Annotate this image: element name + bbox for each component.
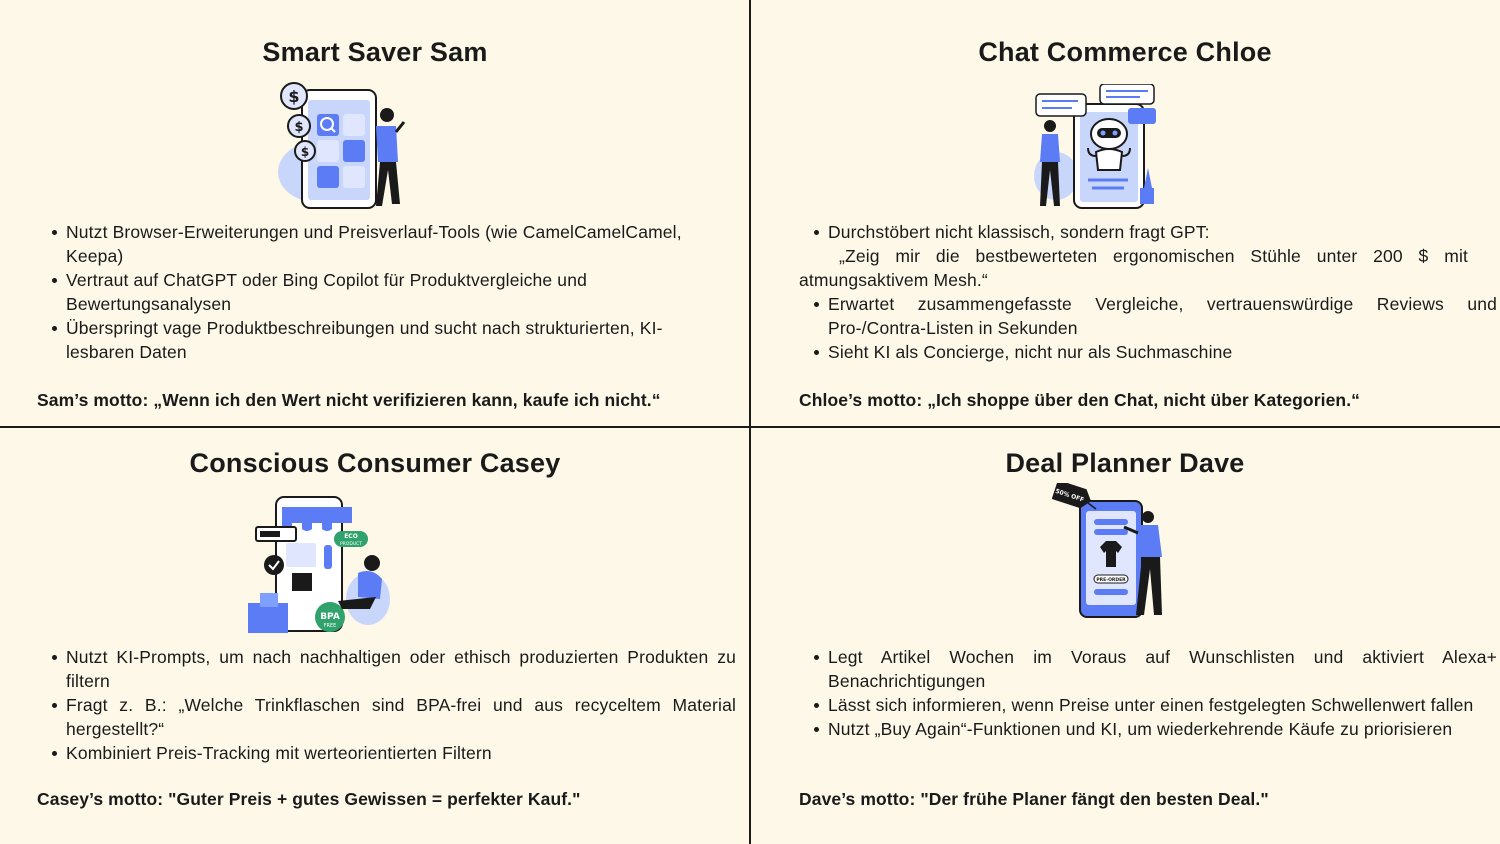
list-item: Nutzt Browser-Erweiterungen und Preisverlauf-Tools (wie CamelCamelCamel, Keepa) [66,220,726,268]
svg-text:$: $ [300,145,310,159]
persona-dave [750,427,1500,844]
svg-text:$: $ [288,87,300,106]
bullet-list [799,292,1497,364]
chatbot-robot-icon [1032,84,1162,210]
list-item: Nutzt KI-Prompts, um nach nachhaltigen oder ethisch produzierten Produkten zu filtern [66,647,736,691]
list-item: Vertraut auf ChatGPT oder Bing Copilot für Produktvergleiche und Bewertungsanalysen [66,268,726,316]
list-item: Überspringt vage Produktbeschreibungen und sucht nach strukturierten, KI-lesbaren Daten [66,316,726,364]
svg-text:BPA: BPA [320,612,340,622]
persona-chloe [750,0,1500,427]
persona-motto: Casey’s motto: "Guter Preis + gutes Gewissen = perfekter Kauf." [37,789,581,809]
svg-text:ECO: ECO [344,533,358,540]
list-item: Kombiniert Preis-Tracking mit werteorientierten Filtern [66,741,736,765]
persona-title: Conscious Consumer Casey [189,448,561,478]
list-item: Sieht KI als Concierge, nicht nur als Suchmaschine [828,340,1497,364]
persona-title: Chat Commerce Chloe [978,37,1272,67]
list-item: Durchstöbert nicht klassisch, sondern fragt GPT: [828,220,1497,244]
horizontal-divider [0,426,1500,428]
shopping-phone-coins-icon [276,80,412,210]
svg-text:PRE-ORDER: PRE-ORDER [1096,578,1126,583]
list-item: Lässt sich informieren, wenn Preise unter einen festgelegten Schwellenwert fallen [828,693,1497,717]
bullet-list [799,645,1497,741]
persona-motto: Dave’s motto: "Der frühe Planer fängt den besten Deal." [799,789,1269,809]
list-item: Erwartet zusammengefasste Vergleiche, vertrauenswürdige Reviews und Pro-/Contra-Listen in Sekunden [828,294,1497,338]
preorder-phone-icon [1052,483,1172,619]
persona-sam [0,0,750,427]
persona-casey [0,427,750,844]
bullet-list [37,220,726,364]
svg-text:PRODUCT: PRODUCT [339,542,363,547]
list-item: Nutzt „Buy Again“-Funktionen und KI, um wiederkehrende Käufe zu priorisieren [828,717,1497,741]
svg-text:$: $ [294,120,304,135]
bullet-list [37,645,736,765]
vertical-divider [749,0,751,844]
eco-shop-icon [246,493,392,635]
list-item: Legt Artikel Wochen im Voraus auf Wunschlisten und aktiviert Alexa+ Benachrichtigungen [828,647,1497,691]
persona-motto: Sam’s motto: „Wenn ich den Wert nicht verifizieren kann, kaufe ich nicht.“ [37,390,661,410]
svg-text:50% OFF: 50% OFF [1054,487,1085,504]
prompt-quote: „Zeig mir die bestbewerteten ergonomischen Stühle unter 200 $ mit atmungsaktivem Mesh.“ [799,246,1468,290]
list-item: Fragt z. B.: „Welche Trinkflaschen sind BPA-frei und aus recyceltem Material hergestellt?“ [66,695,736,739]
persona-motto: Chloe’s motto: „Ich shoppe über den Chat, nicht über Kategorien.“ [799,390,1361,410]
bullet-list [799,220,1497,244]
persona-title: Deal Planner Dave [1005,448,1245,478]
svg-text:FREE: FREE [323,623,337,629]
persona-title: Smart Saver Sam [262,37,488,67]
